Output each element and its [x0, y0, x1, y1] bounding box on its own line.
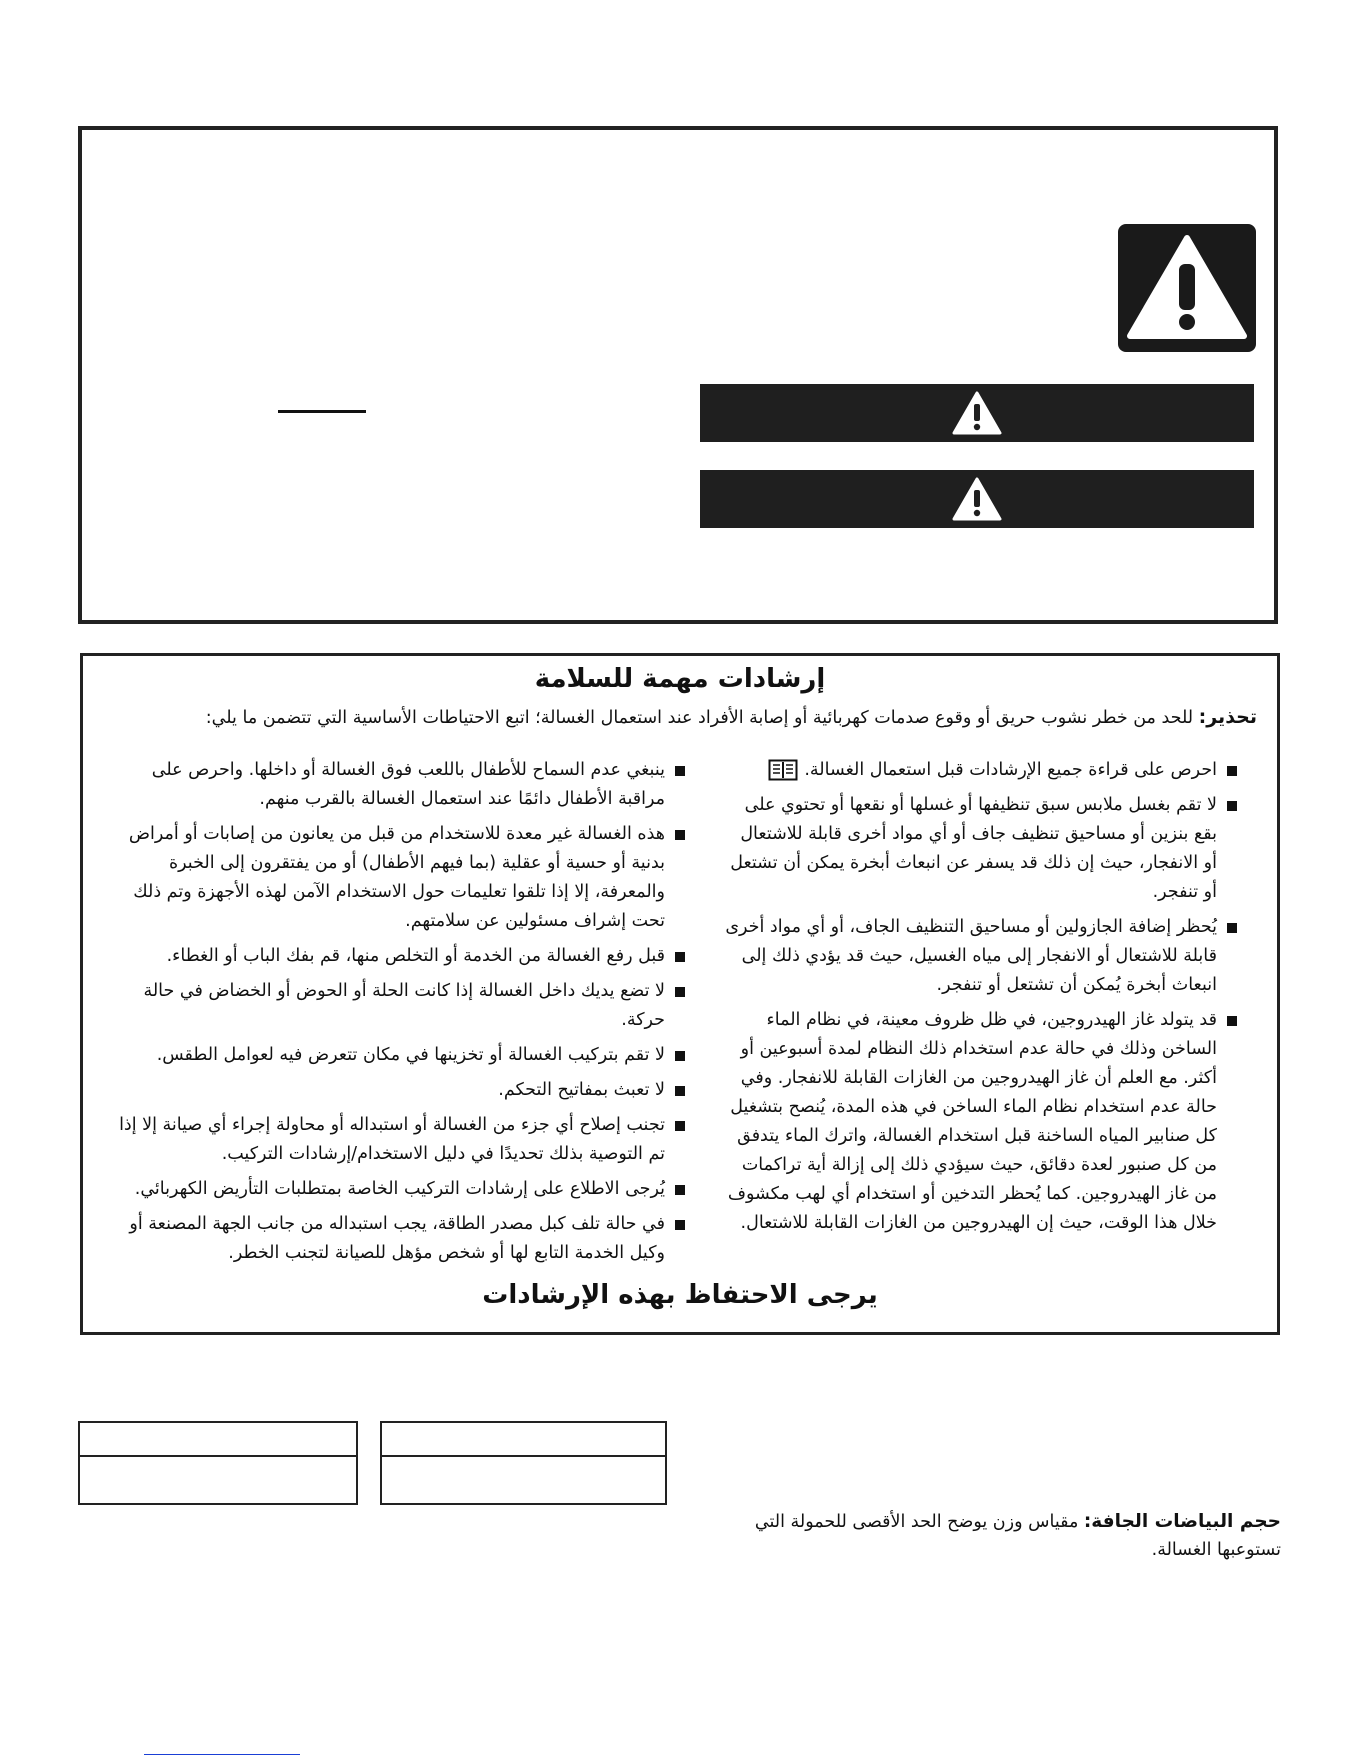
warning-text: للحد من خطر نشوب حريق أو وقوع صدمات كهربائية أو إصابة الأفراد عند استعمال الغسالة؛ اتبع الاحتياطات الأساسية التي تتضمن ما يلي:	[205, 708, 1199, 728]
list-item-text: هذه الغسالة غير معدة للاستخدام من قبل من يعانون من إصابات أو أمراض بدنية أو حسية أو عقلية (بما فيهم الأطفال) أو من يفتقرون إلى الخبرة والمعرفة، إلا إذا تلقوا تعليمات حول الاستخدام الآمن لهذه الأجهزة وتم ذلك تحت إشراف مسئولين عن سلامتهم.	[128, 824, 665, 931]
spec-divider	[382, 1455, 665, 1457]
hazard-bar-danger	[700, 384, 1254, 442]
signature-rule	[278, 410, 366, 413]
spec-table-b	[380, 1421, 667, 1505]
bullet-icon	[675, 1185, 685, 1195]
list-item-text: لا تقم بغسل ملابس سبق تنظيفها أو غسلها أو نقعها أو تحتوي على بقع بنزين أو مساحيق تنظيف جاف أو أي مواد أخرى قابلة للاشتعال أو الانفجار، حيث إن ذلك قد يسفر عن انبعاث أبخرة يمكن أن تشتعل أو تنفجر.	[730, 795, 1217, 902]
list-item-text: لا تعبث بمفاتيح التحكم.	[498, 1080, 665, 1100]
list-item-text: لا تقم بتركيب الغسالة أو تخزينها في مكان تتعرض فيه لعوامل الطقس.	[156, 1045, 665, 1065]
bullet-icon	[675, 987, 685, 997]
capacity-text: مقياس وزن يوضح الحد الأقصى للحمولة التي تستوعبها الغسالة.	[754, 1512, 1281, 1560]
instructions-right-column	[723, 756, 1239, 1244]
list-item	[101, 1041, 687, 1070]
warning-triangle-icon	[1118, 224, 1256, 352]
bullet-icon	[1227, 1016, 1237, 1026]
list-item	[101, 1111, 687, 1169]
list-item	[101, 942, 687, 971]
bullet-icon	[1227, 923, 1237, 933]
list-item-text: قد يتولد غاز الهيدروجين، في ظل ظروف معينة، في نظام الماء الساخن وذلك في حالة عدم استخدام ذلك النظام لمدة أسبوعين أو أكثر. مع العلم أن غاز الهيدروجين من الغازات القابلة للانفجار. وفي حالة عدم استخدام نظام الماء الساخن في هذه المدة، يُنصح بتشغيل كل صنابير المياه الساخنة قبل استخدام الغسالة، واترك الماء يتدفق من كل صنبور لعدة دقائق، حيث سيؤدي ذلك إلى إزالة أية تراكمات من غاز الهيدروجين. كما يُحظر التدخين أو استخدام أي لهب مكشوف خلال هذا الوقت، حيث إن الهيدروجين من الغازات القابلة للاشتعال.	[727, 1010, 1217, 1233]
list-item	[101, 1175, 687, 1204]
instructions-left-column	[101, 756, 687, 1274]
bullet-icon	[675, 952, 685, 962]
safety-title: إرشادات مهمة للسلامة	[534, 664, 826, 694]
warning-triangle-icon	[952, 477, 1002, 521]
list-item	[723, 756, 1239, 785]
list-item	[723, 1006, 1239, 1238]
list-item-text: قبل رفع الغسالة من الخدمة أو التخلص منها، قم بفك الباب أو الغطاء.	[166, 946, 665, 966]
capacity-label: حجم البياضات الجافة:	[1083, 1511, 1281, 1532]
list-item	[101, 1076, 687, 1105]
warning-statement	[143, 706, 1257, 728]
warning-frame	[78, 126, 1278, 624]
list-item	[723, 791, 1239, 907]
dry-load-capacity-note	[721, 1508, 1281, 1564]
bullet-icon	[675, 1220, 685, 1230]
list-item	[101, 756, 687, 814]
safety-instructions-box	[80, 653, 1280, 1335]
list-item-text: تجنب إصلاح أي جزء من الغسالة أو استبداله أو محاولة إجراء أي صيانة إلا إذا تم التوصية بذلك تحديدًا في دليل الاستخدام/إرشادات التركيب.	[119, 1115, 665, 1164]
footer-link-underline	[144, 1754, 300, 1755]
bullet-icon	[675, 1086, 685, 1096]
list-item-text: في حالة تلف كبل مصدر الطاقة، يجب استبداله من جانب الجهة المصنعة أو وكيل الخدمة التابع لها أو شخص مؤهل للصيانة لتجنب الخطر.	[129, 1214, 665, 1263]
list-item-text: احرص على قراءة جميع الإرشادات قبل استعمال الغسالة.	[804, 760, 1217, 780]
bullet-icon	[675, 1051, 685, 1061]
list-item-text: يُرجى الاطلاع على إرشادات التركيب الخاصة بمتطلبات التأريض الكهربائي.	[134, 1179, 665, 1199]
spec-divider	[80, 1455, 356, 1457]
hazard-bar-warning	[700, 470, 1254, 528]
list-item-text: يُحظر إضافة الجازولين أو مساحيق التنظيف الجاف، أو أي مواد أخرى قابلة للاشتعال أو الانفجار إلى مياه الغسيل، حيث قد يؤدي ذلك إلى انبعاث أبخرة يُمكن أن تشتعل أو تنفجر.	[725, 917, 1217, 995]
bullet-icon	[675, 830, 685, 840]
list-item	[101, 977, 687, 1035]
bullet-icon	[1227, 801, 1237, 811]
list-item-text: لا تضع يديك داخل الغسالة إذا كانت الحلة أو الحوض أو الخضاض في حالة حركة.	[143, 981, 665, 1030]
spec-table-a	[78, 1421, 358, 1505]
list-item	[723, 913, 1239, 1000]
bullet-icon	[1227, 766, 1237, 776]
open-book-icon	[768, 759, 798, 781]
warning-triangle-icon	[952, 391, 1002, 435]
save-instructions-heading: يرجى الاحتفاظ بهذه الإرشادات	[482, 1280, 878, 1310]
list-item-text: ينبغي عدم السماح للأطفال باللعب فوق الغسالة أو داخلها. واحرص على مراقبة الأطفال دائمًا عند استعمال الغسالة بالقرب منهم.	[151, 760, 665, 809]
bullet-icon	[675, 1121, 685, 1131]
list-item	[101, 820, 687, 936]
warning-label: تحذير:	[1198, 706, 1257, 728]
bullet-icon	[675, 766, 685, 776]
list-item	[101, 1210, 687, 1268]
